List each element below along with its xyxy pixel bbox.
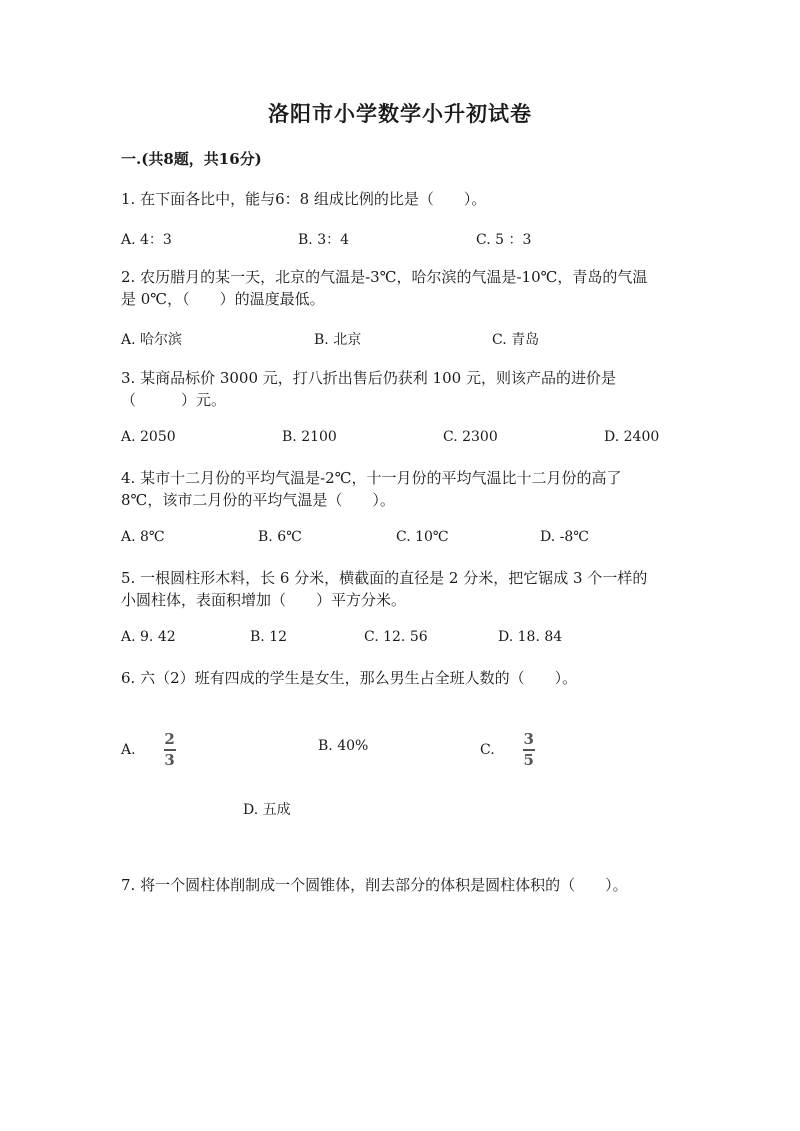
option-a[interactable]: A. 2050 [121, 429, 176, 445]
fraction [523, 731, 535, 769]
fraction-denominator: 5 [523, 750, 534, 769]
option-d[interactable]: D. -8℃ [540, 529, 589, 545]
question-5 [121, 567, 647, 611]
option-label: A. [121, 741, 136, 758]
question-text: 8℃，该市二月份的平均气温是（ ）。 [121, 491, 395, 509]
option-b[interactable]: B. 2100 [282, 429, 337, 445]
option-a[interactable]: A. 4：3 [121, 232, 172, 248]
exam-title: 洛阳市小学数学小升初试卷 [268, 101, 532, 126]
option-d[interactable]: D. 2400 [604, 429, 660, 445]
question-4 [121, 467, 621, 511]
question-text: （ ）元。 [121, 391, 227, 409]
option-a[interactable]: A. 8℃ [121, 529, 165, 545]
question-text: 1. 在下面各比中，能与6：8 组成比例的比是（ ）。 [121, 190, 487, 208]
question-3 [121, 367, 616, 411]
question-text: 6. 六（2）班有四成的学生是女生，那么男生占全班人数的（ ）。 [121, 669, 578, 687]
option-label: C. [480, 741, 495, 758]
question-6 [121, 667, 577, 689]
option-b[interactable]: B. 3：4 [298, 232, 350, 248]
option-d[interactable]: D. 18. 84 [498, 629, 563, 645]
question-text: 4. 某市十二月份的平均气温是-2℃，十一月份的平均气温比十二月份的高了 [121, 469, 622, 487]
question-2 [121, 266, 647, 310]
option-b[interactable]: B. 北京 [314, 332, 362, 348]
option-c[interactable] [480, 731, 535, 769]
option-b[interactable]: B. 6℃ [258, 529, 302, 545]
question-7 [121, 874, 628, 896]
option-a[interactable] [121, 731, 176, 769]
question-text: 7. 将一个圆柱体削制成一个圆锥体，削去部分的体积是圆柱体积的（ ）。 [121, 876, 628, 894]
section-heading: 一.(共8题，共16分) [121, 150, 262, 168]
option-b[interactable]: B. 40% [318, 738, 369, 754]
option-d[interactable]: D. 五成 [243, 802, 291, 818]
option-b[interactable]: B. 12 [250, 629, 288, 645]
option-a[interactable]: A. 哈尔滨 [121, 332, 183, 348]
question-text: 3. 某商品标价 3000 元，打八折出售后仍获利 100 元，则该产品的进价是 [121, 369, 616, 387]
question-text: 是 0℃，（ ）的温度最低。 [121, 290, 325, 308]
question-text: 2. 农历腊月的某一天，北京的气温是-3℃，哈尔滨的气温是-10℃，青岛的气温 [121, 268, 648, 286]
fraction-numerator: 3 [523, 730, 534, 748]
option-c[interactable]: C. 12. 56 [364, 629, 428, 645]
question-text: 5. 一根圆柱形木料，长 6 分米，横截面的直径是 2 分米，把它锯成 3 个一样的 [121, 569, 648, 587]
option-c[interactable]: C. 10℃ [396, 529, 449, 545]
option-c[interactable]: C. 2300 [443, 429, 498, 445]
option-c[interactable]: C. 5 ：3 [476, 232, 532, 248]
fraction [164, 731, 176, 769]
fraction-numerator: 2 [164, 730, 175, 748]
question-text: 小圆柱体，表面积增加（ ）平方分米。 [121, 591, 407, 609]
fraction-denominator: 3 [164, 750, 175, 769]
option-a[interactable]: A. 9. 42 [121, 629, 176, 645]
option-c[interactable]: C. 青岛 [492, 332, 540, 348]
question-1 [121, 188, 486, 210]
